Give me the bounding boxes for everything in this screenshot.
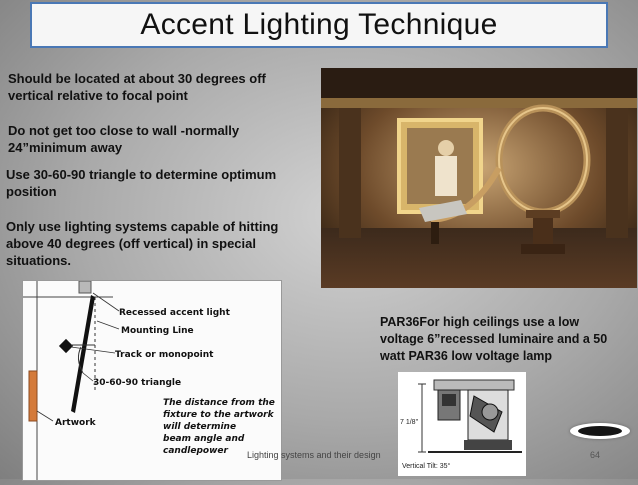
bullet-3 — [6, 166, 276, 200]
transformer-core — [442, 394, 456, 406]
label-artwork: Artwork — [55, 418, 96, 428]
tilt-label: Vertical Tilt: 35° — [402, 463, 451, 470]
bullet-1-line-1: Should be located at about 30 degrees off — [8, 71, 266, 86]
bullet-2-line-1: Do not get too close to wall -normally — [8, 123, 240, 138]
housing-top — [434, 380, 514, 390]
leader-artwork — [37, 411, 53, 421]
leader-mounting — [97, 321, 119, 329]
note-line-3: will determine — [163, 422, 237, 432]
label-triangle: 30-60-90 triangle — [93, 378, 182, 388]
dimension-label: 7 1/8" — [400, 419, 419, 426]
par36-text — [380, 314, 638, 365]
slide-title: Accent Lighting Technique — [140, 8, 498, 41]
bullet-3-line-1: Use 30-60-90 triangle to determine optimum — [6, 167, 277, 182]
monopoint-icon — [59, 339, 73, 353]
label-recessed: Recessed accent light — [119, 308, 230, 318]
bullet-4-line-3: situations. — [6, 253, 72, 268]
bullet-1-line-2: vertical relative to focal point — [8, 88, 188, 103]
note-line-1: The distance from the — [163, 398, 275, 408]
luminaire-section-drawing — [398, 372, 526, 476]
beam-line — [71, 295, 95, 413]
bullet-4-line-1: Only use lighting systems capable of hitting — [6, 219, 279, 234]
leader-track — [71, 347, 115, 353]
bullet-2-line-2: 24”minimum away — [8, 140, 123, 155]
footer-text: Lighting systems and their design — [247, 450, 381, 460]
lamp-face — [482, 404, 498, 420]
gallery-photo-drawing — [321, 68, 637, 288]
bullet-3-line-2: position — [6, 184, 57, 199]
par36-line-2: voltage 6”recessed luminaire and a 50 — [380, 332, 608, 346]
par36-line-3: watt PAR36 low voltage lamp — [380, 349, 553, 363]
bullet-4 — [6, 218, 278, 269]
note-line-4: beam angle and — [163, 434, 245, 444]
page-number: 64 — [590, 450, 601, 460]
bullet-2 — [8, 122, 239, 156]
downlight-trim-image — [570, 423, 630, 439]
accent-diagram — [22, 280, 282, 481]
leader-recessed — [93, 293, 119, 311]
luminaire-section-svg — [398, 372, 526, 476]
bullet-4-line-2: above 40 degrees (off vertical) in special — [6, 236, 256, 251]
note-line-2: fixture to the artwork — [163, 410, 274, 420]
label-track: Track or monopoint — [115, 350, 214, 360]
title-box — [30, 2, 608, 48]
artwork-block — [29, 371, 37, 421]
accent-diagram-drawing — [23, 281, 281, 480]
bullet-1 — [8, 70, 266, 104]
downlight-aperture — [578, 426, 622, 436]
gallery-photo — [321, 68, 637, 288]
recessed-fixture-icon — [79, 281, 91, 293]
par36-line-1: PAR36For high ceilings use a low — [380, 315, 580, 329]
note-line-5: candlepower — [163, 446, 228, 456]
leader-triangle — [83, 373, 93, 381]
trim-ring — [464, 440, 512, 450]
label-mounting: Mounting Line — [121, 326, 194, 336]
